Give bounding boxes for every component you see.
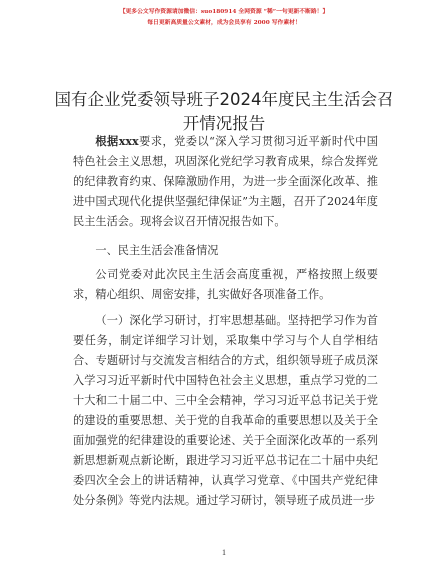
promo-banner-line1: 【更多公文写作资源请加微信：suo180914 全网资源 “稀”一句更新不断路！】 bbox=[119, 9, 329, 15]
intro-text: 要求，党委以“深入学习贯彻习近平新时代中国特色社会主义思想，巩固深化党纪学习教育成果，综合发挥党的纪律教育约束、保障激励作用，为进一步全面深化改革、推进中国式现代化提供坚强纪律保证”为主题，召开了2024年度民主生活会。现将会议召开情况报告如下。 bbox=[73, 135, 378, 228]
section1-item1-text: （一）深化学习研讨，打牢思想基础。坚持把学习作为首要任务，制定详细学习计划，采取集中学习与个人自学相结合、专题研讨与交流发言相结合的方式，组织领导班子成员深入学习习近平新时代中国特色社会主义思想，重点学习党的二十大和二十届二中、三中全会精神，学习习近平总书记关于党的建设的重要思想、关于党的自我革命的重要思想以及关于全面加强党的纪律建设的重要论述、关于全面深化改革的一系列新思想新观点新论断，跟进学习习近平总书记在二十届中央纪委四次全会上的讲话精神，认真学习党章、《中国共产党纪律处分条例》等党内法规。通过学习研讨，领导班子成员进一步 bbox=[73, 314, 378, 507]
section1-heading: 一、民主生活会准备情况 bbox=[95, 244, 219, 257]
promo-banner bbox=[0, 7, 448, 29]
intro-lead: 根据xxx bbox=[95, 134, 139, 148]
section1-intro-text: 公司党委对此次民主生活会高度重视，严格按照上级要求，精心组织、周密安排，扎实做好各项准备工作。 bbox=[73, 268, 378, 301]
section1-item1-paragraph bbox=[73, 311, 378, 511]
section-heading bbox=[73, 241, 378, 261]
intro-paragraph bbox=[73, 131, 378, 232]
page-number: 1 bbox=[222, 548, 226, 557]
promo-banner-line2: 每日更新高质量公文素材，成为会员享有 2000 写作素材！ bbox=[147, 20, 301, 26]
document-title: 国有企业党委领导班子2024年度民主生活会召开情况报告 bbox=[54, 90, 394, 133]
section1-intro-paragraph bbox=[73, 265, 378, 305]
